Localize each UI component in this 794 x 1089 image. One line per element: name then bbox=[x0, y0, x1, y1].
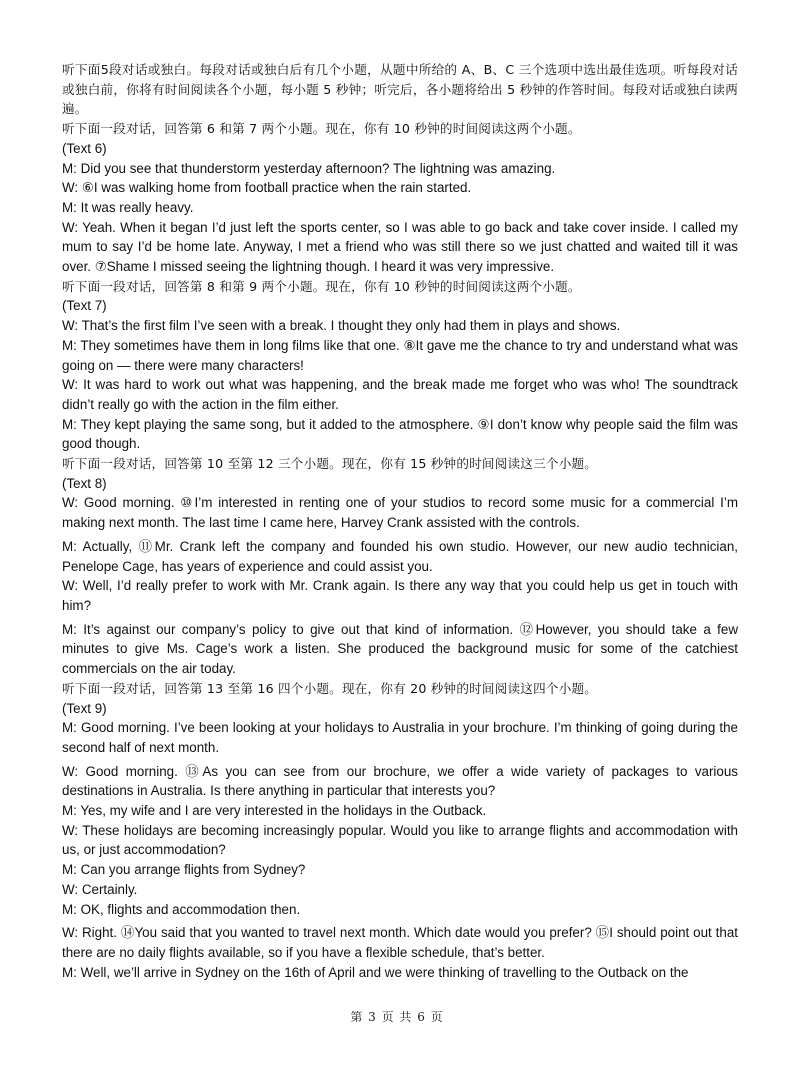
transcript-paragraph: M: Yes, my wife and I are very interested in the holidays in the Outback. bbox=[62, 803, 487, 819]
transcript-paragraph: (Text 8) bbox=[62, 475, 107, 491]
transcript-paragraph: M: They kept playing the same song, but it added to the atmosphere. ⑨I don’t know why people said the film was good though. bbox=[62, 416, 738, 452]
transcript-paragraph: M: They sometimes have them in long films like that one. ⑧It gave me the chance to try and understand what was going on — there were many characters! bbox=[62, 337, 738, 373]
transcript-paragraph: W: Good morning. ⑩I’m interested in renting one of your studios to record some music for a commercial I’m making next month. The last time I came here, Harvey Crank assisted with the controls. bbox=[62, 495, 738, 531]
transcript-paragraph: W: Certainly. bbox=[62, 881, 138, 897]
transcript-paragraph: M: It was really heavy. bbox=[62, 199, 194, 215]
transcript-paragraph: W: It was hard to work out what was happening, and the break made me forget who was who! The soundtrack didn’t really go with the action in the film either. bbox=[62, 377, 738, 412]
instruction-paragraph: 听下面5段对话或独白。每段对话或独白后有几个小题，从题中所给的 A、B、C 三个选项中选出最佳选项。听每段对话或独白前，你将有时间阅读各个小题，每小题 5 秒钟；听完后，各小题将给出 5 秒钟的作答时间。每段对话或独白读两遍。 bbox=[62, 62, 738, 117]
transcript-paragraph: (Text 7) bbox=[62, 298, 107, 314]
transcript-paragraph: W: Right. ⑭You said that you wanted to travel next month. Which date would you prefer? ⑮I should point out that there are no daily flights available, so if you have a flexible schedule, that’s better. bbox=[62, 925, 738, 960]
transcript-paragraph: (Text 9) bbox=[62, 700, 107, 716]
instruction-paragraph: 听下面一段对话，回答第 13 至第 16 四个小题。现在，你有 20 秒钟的时间阅读这四个小题。 bbox=[62, 680, 598, 696]
transcript-paragraph: W: Yeah. When it began I’d just left the sports center, so I was able to go back and take cover inside. I called my mum to say I’d be home late. Anyway, I met a friend who was still there so we just chatted and waited till it was over. ⑦Shame I missed seeing the lightning though. I heard it was very impressive. bbox=[62, 219, 738, 275]
transcript-paragraph: M: OK, flights and accommodation then. bbox=[62, 901, 301, 917]
transcript-paragraph: M: Actually, ⑪Mr. Crank left the company and founded his own studio. However, our new audio technician, Penelope Cage, has years of experience and could assist you. bbox=[62, 538, 738, 574]
transcript-paragraph: M: Well, we’ll arrive in Sydney on the 16th of April and we were thinking of travelling to the Outback on the bbox=[62, 964, 689, 980]
instruction-paragraph: 听下面一段对话，回答第 8 和第 9 两个小题。现在，你有 10 秒钟的时间阅读这两个小题。 bbox=[62, 278, 581, 294]
transcript-paragraph: W: ⑥I was walking home from football practice when the rain started. bbox=[62, 180, 472, 196]
page-footer: 第 3 页 共 6 页 bbox=[350, 1010, 444, 1024]
transcript-paragraph: M: Can you arrange flights from Sydney? bbox=[62, 862, 306, 878]
document-body bbox=[62, 60, 738, 982]
instruction-paragraph: 听下面一段对话，回答第 10 至第 12 三个小题。现在，你有 15 秒钟的时间阅读这三个小题。 bbox=[62, 456, 598, 472]
transcript-paragraph: W: Well, I’d really prefer to work with Mr. Crank again. Is there any way that you could help us get in touch with him? bbox=[62, 578, 738, 613]
transcript-paragraph: M: Did you see that thunderstorm yesterday afternoon? The lightning was amazing. bbox=[62, 160, 556, 176]
transcript-paragraph: M: Good morning. I’ve been looking at your holidays to Australia in your brochure. I’m thinking of going during the second half of next month. bbox=[62, 720, 738, 755]
instruction-paragraph: 听下面一段对话，回答第 6 和第 7 两个小题。现在，你有 10 秒钟的时间阅读这两个小题。 bbox=[62, 121, 581, 137]
transcript-paragraph: W: These holidays are becoming increasingly popular. Would you like to arrange flights and accommodation with us, or just accommodation? bbox=[62, 822, 738, 858]
transcript-paragraph: W: Good morning. ⑬As you can see from our brochure, we offer a wide variety of packages to various destinations in Australia. Is there anything in particular that interests you? bbox=[62, 763, 738, 799]
transcript-paragraph: W: That’s the first film I’ve seen with a break. I thought they only had them in plays and shows. bbox=[62, 318, 621, 334]
transcript-paragraph: (Text 6) bbox=[62, 140, 107, 156]
transcript-paragraph: M: It’s against our company’s policy to give out that kind of information. ⑫However, you should take a few minutes to give Ms. Cage’s work a listen. She produced the background music for some of the catchiest commercials on the air today. bbox=[62, 621, 738, 677]
